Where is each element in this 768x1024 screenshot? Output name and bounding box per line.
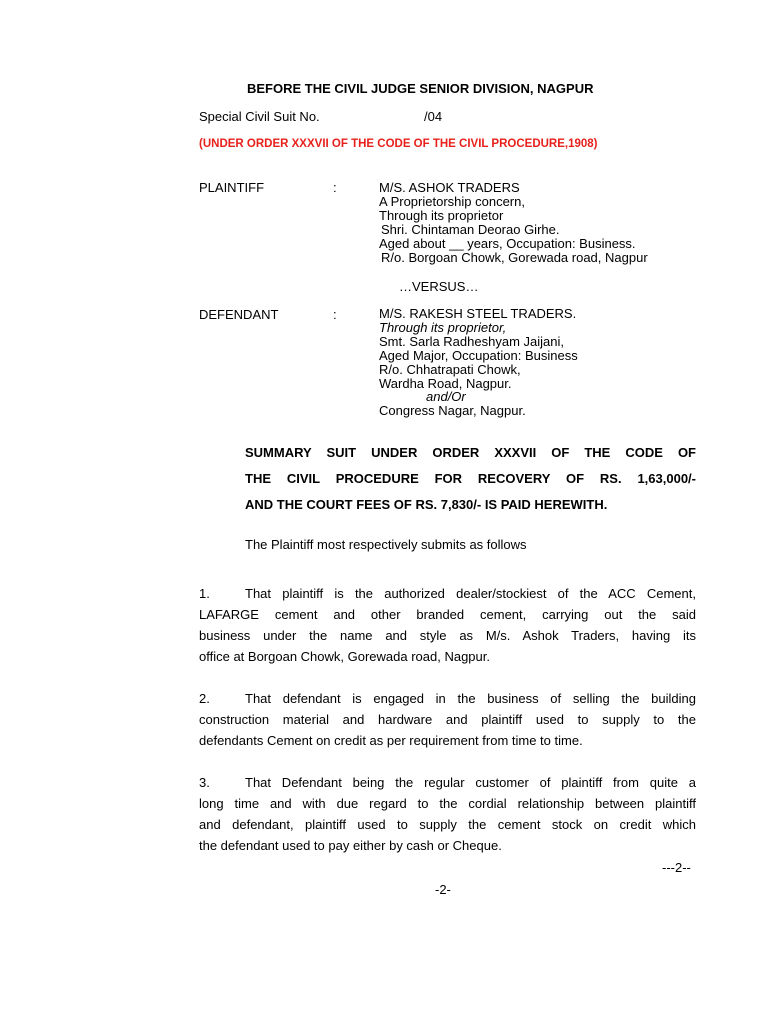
summary-line: SUMMARY SUIT UNDER ORDER XXXVII OF THE CODE OF — [245, 445, 696, 460]
defendant-line: R/o. Chhatrapati Chowk, — [379, 362, 521, 377]
paragraph-number: 3. — [199, 775, 210, 790]
intro-text: The Plaintiff most respectively submits as follows — [245, 537, 527, 552]
paragraph-line: That Defendant being the regular customer of plaintiff from quite a — [245, 775, 696, 790]
paragraph-line: construction material and hardware and plaintiff used to supply to the — [199, 712, 696, 727]
defendant-line: Congress Nagar, Nagpur. — [379, 403, 526, 418]
paragraph-line: defendants Cement on credit as per requirement from time to time. — [199, 733, 583, 748]
suit-label: Special Civil Suit No. — [199, 109, 320, 124]
paragraph-line: long time and with due regard to the cordial relationship between plaintiff — [199, 796, 696, 811]
plaintiff-line: M/S. ASHOK TRADERS — [379, 180, 520, 195]
paragraph-line: office at Borgoan Chowk, Gorewada road, Nagpur. — [199, 649, 490, 664]
summary-heading — [245, 440, 696, 518]
defendant-line: Smt. Sarla Radheshyam Jaijani, — [379, 334, 564, 349]
defendant-line: Wardha Road, Nagpur. — [379, 376, 512, 391]
defendant-line: Through its proprietor, — [379, 320, 507, 335]
plaintiff-line: R/o. Borgoan Chowk, Gorewada road, Nagpur — [381, 250, 648, 265]
paragraph-line: That plaintiff is the authorized dealer/stockiest of the ACC Cement, — [245, 586, 696, 601]
page-number: -2- — [435, 882, 451, 897]
court-title: BEFORE THE CIVIL JUDGE SENIOR DIVISION, NAGPUR — [247, 81, 594, 96]
plaintiff-colon: : — [333, 180, 337, 195]
paragraph-line: and defendant, plaintiff used to supply the cement stock on credit which — [199, 817, 696, 832]
summary-line: THE CIVIL PROCEDURE FOR RECOVERY OF RS. 1,63,000/- — [245, 471, 696, 486]
plaintiff-line: Aged about __ years, Occupation: Business. — [379, 236, 636, 251]
paragraph-line: business under the name and style as M/s. Ashok Traders, having its — [199, 628, 696, 643]
plaintiff-line: A Proprietorship concern, — [379, 194, 525, 209]
plaintiff-label: PLAINTIFF — [199, 180, 265, 195]
paragraph-number: 2. — [199, 691, 210, 706]
continuation-marker: ---2-- — [662, 860, 691, 875]
paragraph-line: the defendant used to pay either by cash or Cheque. — [199, 838, 502, 853]
paragraph-line: That defendant is engaged in the business of selling the building — [245, 691, 696, 706]
paragraph-1 — [199, 583, 696, 667]
paragraph-3 — [199, 772, 696, 856]
plaintiff-line: Shri. Chintaman Deorao Girhe. — [381, 222, 560, 237]
summary-line: AND THE COURT FEES OF RS. 7,830/- IS PAID HEREWITH. — [245, 497, 608, 512]
versus-label: …VERSUS… — [399, 279, 479, 294]
defendant-label: DEFENDANT — [199, 307, 279, 322]
defendant-line: Aged Major, Occupation: Business — [379, 348, 578, 363]
defendant-line: and/Or — [426, 389, 466, 404]
paragraph-number: 1. — [199, 586, 210, 601]
paragraph-line: LAFARGE cement and other branded cement, carrying out the said — [199, 607, 696, 622]
plaintiff-line: Through its proprietor — [379, 208, 504, 223]
paragraph-2 — [199, 688, 696, 751]
defendant-colon: : — [333, 307, 337, 322]
defendant-line: M/S. RAKESH STEEL TRADERS. — [379, 306, 577, 321]
suit-number: /04 — [424, 109, 443, 124]
order-line: (UNDER ORDER XXXVII OF THE CODE OF THE CIVIL PROCEDURE,1908) — [199, 138, 598, 150]
